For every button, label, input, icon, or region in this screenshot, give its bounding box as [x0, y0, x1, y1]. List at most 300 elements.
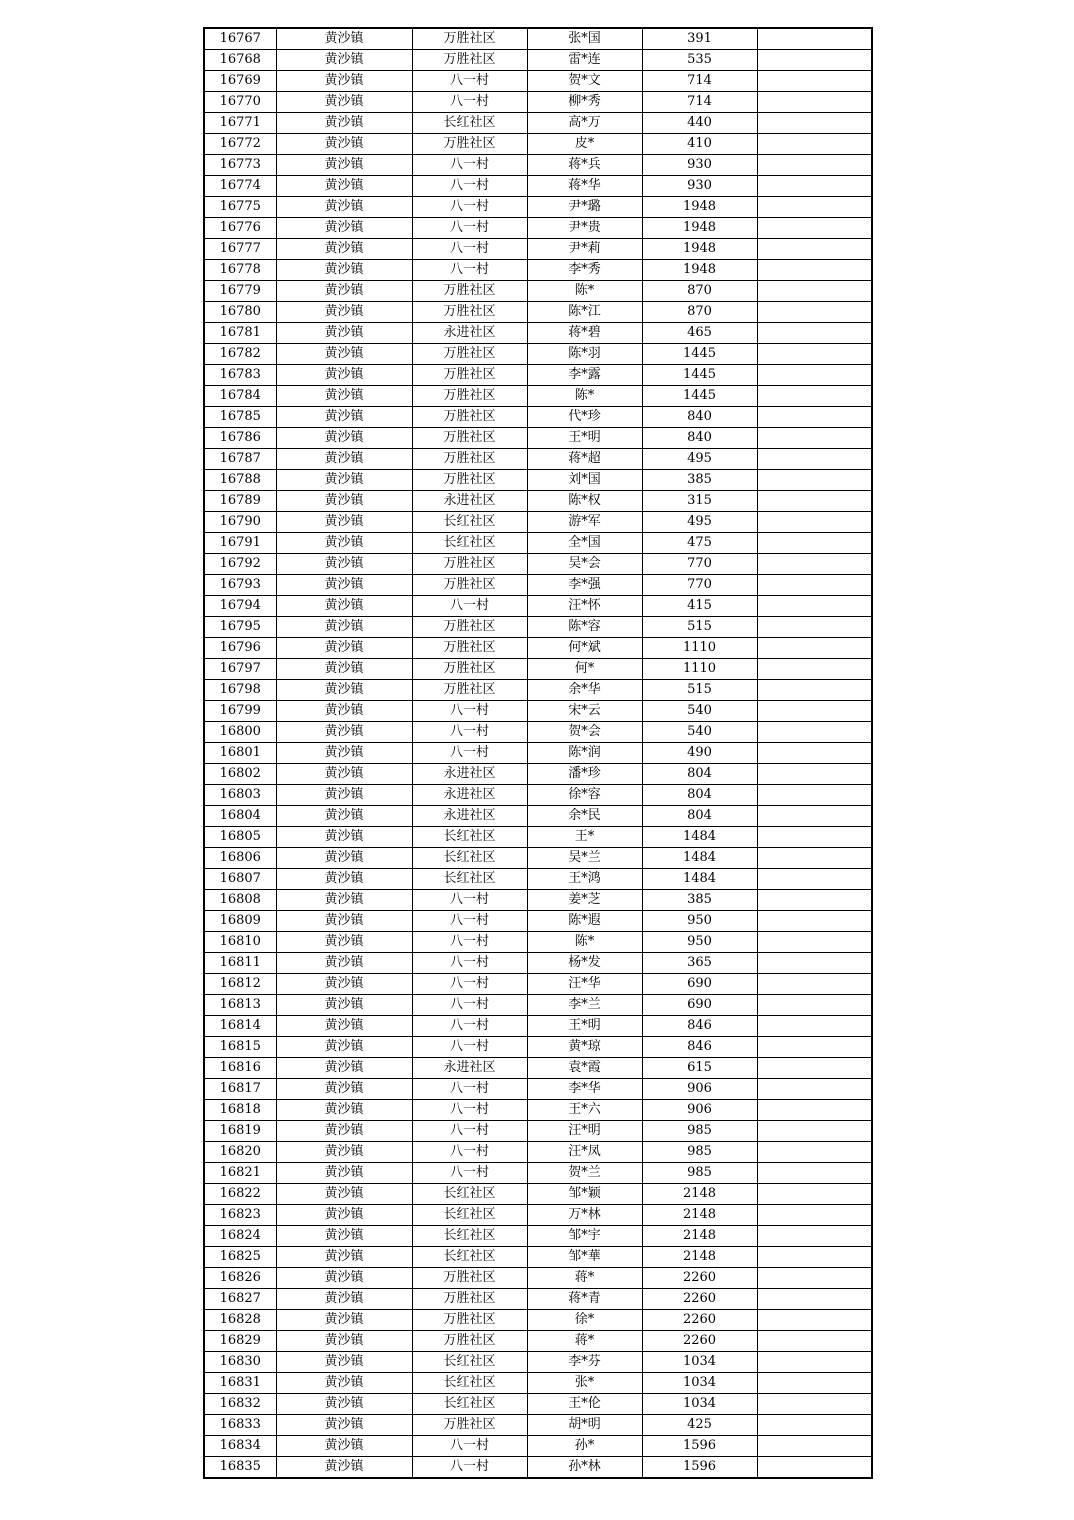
serial-number-cell: 16777	[204, 239, 276, 260]
town-cell: 黄沙镇	[276, 1268, 412, 1289]
remark-cell	[757, 113, 872, 134]
village-cell: 八一村	[412, 1100, 527, 1121]
serial-number-cell: 16785	[204, 407, 276, 428]
amount-cell: 2148	[642, 1247, 757, 1268]
village-cell: 八一村	[412, 176, 527, 197]
amount-cell: 2260	[642, 1310, 757, 1331]
amount-cell: 1034	[642, 1394, 757, 1415]
remark-cell	[757, 596, 872, 617]
amount-cell: 1948	[642, 218, 757, 239]
village-cell: 万胜社区	[412, 1331, 527, 1352]
table-row	[204, 1205, 872, 1226]
village-cell: 长红社区	[412, 1247, 527, 1268]
town-cell: 黄沙镇	[276, 1352, 412, 1373]
village-cell: 八一村	[412, 953, 527, 974]
town-cell: 黄沙镇	[276, 470, 412, 491]
name-cell: 姜*芝	[527, 890, 642, 911]
amount-cell: 840	[642, 407, 757, 428]
serial-number-cell: 16824	[204, 1226, 276, 1247]
town-cell: 黄沙镇	[276, 1163, 412, 1184]
remark-cell	[757, 1268, 872, 1289]
town-cell: 黄沙镇	[276, 1037, 412, 1058]
remark-cell	[757, 1352, 872, 1373]
name-cell: 李*华	[527, 1079, 642, 1100]
name-cell: 贺*兰	[527, 1163, 642, 1184]
remark-cell	[757, 512, 872, 533]
table-row	[204, 1457, 872, 1479]
name-cell: 袁*霞	[527, 1058, 642, 1079]
serial-number-cell: 16769	[204, 71, 276, 92]
village-cell: 八一村	[412, 1016, 527, 1037]
table-row	[204, 1394, 872, 1415]
remark-cell	[757, 344, 872, 365]
table-row	[204, 1163, 872, 1184]
amount-cell: 410	[642, 134, 757, 155]
remark-cell	[757, 428, 872, 449]
serial-number-cell: 16788	[204, 470, 276, 491]
name-cell: 李*露	[527, 365, 642, 386]
table-row	[204, 1436, 872, 1457]
town-cell: 黄沙镇	[276, 638, 412, 659]
amount-cell: 540	[642, 701, 757, 722]
village-cell: 万胜社区	[412, 386, 527, 407]
town-cell: 黄沙镇	[276, 449, 412, 470]
table-row	[204, 428, 872, 449]
table-row	[204, 869, 872, 890]
name-cell: 汪*明	[527, 1121, 642, 1142]
town-cell: 黄沙镇	[276, 995, 412, 1016]
table-row	[204, 365, 872, 386]
village-cell: 八一村	[412, 743, 527, 764]
village-cell: 八一村	[412, 974, 527, 995]
name-cell: 杨*发	[527, 953, 642, 974]
village-cell: 万胜社区	[412, 407, 527, 428]
amount-cell: 465	[642, 323, 757, 344]
table-row	[204, 386, 872, 407]
amount-cell: 985	[642, 1142, 757, 1163]
table-row	[204, 995, 872, 1016]
table-row	[204, 1142, 872, 1163]
remark-cell	[757, 1457, 872, 1479]
name-cell: 尹*莉	[527, 239, 642, 260]
table-row	[204, 1184, 872, 1205]
serial-number-cell: 16781	[204, 323, 276, 344]
name-cell: 陈*容	[527, 617, 642, 638]
village-cell: 万胜社区	[412, 1415, 527, 1436]
amount-cell: 2260	[642, 1268, 757, 1289]
town-cell: 黄沙镇	[276, 764, 412, 785]
name-cell: 万*林	[527, 1205, 642, 1226]
town-cell: 黄沙镇	[276, 50, 412, 71]
village-cell: 永进社区	[412, 1058, 527, 1079]
village-cell: 长红社区	[412, 1184, 527, 1205]
town-cell: 黄沙镇	[276, 92, 412, 113]
table-row	[204, 491, 872, 512]
table-row	[204, 848, 872, 869]
serial-number-cell: 16795	[204, 617, 276, 638]
serial-number-cell: 16803	[204, 785, 276, 806]
remark-cell	[757, 92, 872, 113]
amount-cell: 804	[642, 785, 757, 806]
table-row	[204, 785, 872, 806]
serial-number-cell: 16770	[204, 92, 276, 113]
serial-number-cell: 16786	[204, 428, 276, 449]
name-cell: 王*	[527, 827, 642, 848]
table-row	[204, 218, 872, 239]
amount-cell: 1034	[642, 1373, 757, 1394]
serial-number-cell: 16800	[204, 722, 276, 743]
remark-cell	[757, 1226, 872, 1247]
amount-cell: 490	[642, 743, 757, 764]
village-cell: 永进社区	[412, 806, 527, 827]
town-cell: 黄沙镇	[276, 1373, 412, 1394]
serial-number-cell: 16790	[204, 512, 276, 533]
name-cell: 蒋*	[527, 1331, 642, 1352]
name-cell: 雷*连	[527, 50, 642, 71]
serial-number-cell: 16814	[204, 1016, 276, 1037]
remark-cell	[757, 470, 872, 491]
town-cell: 黄沙镇	[276, 113, 412, 134]
town-cell: 黄沙镇	[276, 218, 412, 239]
roster-table-body	[204, 28, 872, 1478]
name-cell: 余*华	[527, 680, 642, 701]
town-cell: 黄沙镇	[276, 680, 412, 701]
serial-number-cell: 16811	[204, 953, 276, 974]
town-cell: 黄沙镇	[276, 1016, 412, 1037]
amount-cell: 1034	[642, 1352, 757, 1373]
amount-cell: 540	[642, 722, 757, 743]
amount-cell: 425	[642, 1415, 757, 1436]
remark-cell	[757, 197, 872, 218]
name-cell: 陈*	[527, 386, 642, 407]
table-row	[204, 596, 872, 617]
remark-cell	[757, 1310, 872, 1331]
remark-cell	[757, 1247, 872, 1268]
name-cell: 贺*会	[527, 722, 642, 743]
name-cell: 陈*权	[527, 491, 642, 512]
remark-cell	[757, 1331, 872, 1352]
amount-cell: 770	[642, 554, 757, 575]
table-row	[204, 554, 872, 575]
village-cell: 八一村	[412, 911, 527, 932]
village-cell: 八一村	[412, 1436, 527, 1457]
amount-cell: 870	[642, 281, 757, 302]
village-cell: 万胜社区	[412, 428, 527, 449]
town-cell: 黄沙镇	[276, 491, 412, 512]
table-row	[204, 1079, 872, 1100]
amount-cell: 1484	[642, 848, 757, 869]
village-cell: 八一村	[412, 260, 527, 281]
village-cell: 万胜社区	[412, 302, 527, 323]
serial-number-cell: 16767	[204, 28, 276, 50]
remark-cell	[757, 239, 872, 260]
name-cell: 邹*颖	[527, 1184, 642, 1205]
table-row	[204, 155, 872, 176]
remark-cell	[757, 1016, 872, 1037]
town-cell: 黄沙镇	[276, 827, 412, 848]
amount-cell: 690	[642, 974, 757, 995]
town-cell: 黄沙镇	[276, 302, 412, 323]
table-row	[204, 1058, 872, 1079]
table-row	[204, 1352, 872, 1373]
village-cell: 长红社区	[412, 848, 527, 869]
town-cell: 黄沙镇	[276, 722, 412, 743]
name-cell: 蒋*兵	[527, 155, 642, 176]
serial-number-cell: 16794	[204, 596, 276, 617]
table-row	[204, 722, 872, 743]
remark-cell	[757, 1394, 872, 1415]
town-cell: 黄沙镇	[276, 890, 412, 911]
village-cell: 八一村	[412, 155, 527, 176]
village-cell: 万胜社区	[412, 1268, 527, 1289]
amount-cell: 515	[642, 617, 757, 638]
village-cell: 八一村	[412, 932, 527, 953]
amount-cell: 440	[642, 113, 757, 134]
name-cell: 徐*	[527, 1310, 642, 1331]
amount-cell: 515	[642, 680, 757, 701]
table-row	[204, 281, 872, 302]
serial-number-cell: 16791	[204, 533, 276, 554]
town-cell: 黄沙镇	[276, 71, 412, 92]
serial-number-cell: 16774	[204, 176, 276, 197]
village-cell: 长红社区	[412, 827, 527, 848]
amount-cell: 385	[642, 890, 757, 911]
village-cell: 八一村	[412, 1121, 527, 1142]
serial-number-cell: 16832	[204, 1394, 276, 1415]
town-cell: 黄沙镇	[276, 911, 412, 932]
serial-number-cell: 16773	[204, 155, 276, 176]
table-row	[204, 407, 872, 428]
amount-cell: 1596	[642, 1436, 757, 1457]
name-cell: 孙*林	[527, 1457, 642, 1479]
table-row	[204, 974, 872, 995]
table-row	[204, 827, 872, 848]
name-cell: 吴*兰	[527, 848, 642, 869]
name-cell: 游*军	[527, 512, 642, 533]
table-row	[204, 890, 872, 911]
town-cell: 黄沙镇	[276, 1121, 412, 1142]
name-cell: 尹*贵	[527, 218, 642, 239]
amount-cell: 315	[642, 491, 757, 512]
serial-number-cell: 16772	[204, 134, 276, 155]
serial-number-cell: 16828	[204, 1310, 276, 1331]
table-row	[204, 1331, 872, 1352]
village-cell: 八一村	[412, 239, 527, 260]
name-cell: 黄*琼	[527, 1037, 642, 1058]
amount-cell: 475	[642, 533, 757, 554]
table-row	[204, 617, 872, 638]
name-cell: 汪*凤	[527, 1142, 642, 1163]
village-cell: 万胜社区	[412, 344, 527, 365]
remark-cell	[757, 785, 872, 806]
remark-cell	[757, 260, 872, 281]
serial-number-cell: 16813	[204, 995, 276, 1016]
serial-number-cell: 16810	[204, 932, 276, 953]
table-row	[204, 680, 872, 701]
amount-cell: 2148	[642, 1205, 757, 1226]
town-cell: 黄沙镇	[276, 701, 412, 722]
name-cell: 蒋*碧	[527, 323, 642, 344]
remark-cell	[757, 1142, 872, 1163]
village-cell: 长红社区	[412, 1205, 527, 1226]
serial-number-cell: 16823	[204, 1205, 276, 1226]
remark-cell	[757, 281, 872, 302]
serial-number-cell: 16787	[204, 449, 276, 470]
serial-number-cell: 16821	[204, 1163, 276, 1184]
serial-number-cell: 16780	[204, 302, 276, 323]
remark-cell	[757, 869, 872, 890]
village-cell: 永进社区	[412, 764, 527, 785]
town-cell: 黄沙镇	[276, 974, 412, 995]
village-cell: 八一村	[412, 722, 527, 743]
town-cell: 黄沙镇	[276, 743, 412, 764]
town-cell: 黄沙镇	[276, 134, 412, 155]
table-row	[204, 449, 872, 470]
serial-number-cell: 16833	[204, 1415, 276, 1436]
town-cell: 黄沙镇	[276, 197, 412, 218]
village-cell: 长红社区	[412, 113, 527, 134]
table-row	[204, 701, 872, 722]
village-cell: 长红社区	[412, 512, 527, 533]
serial-number-cell: 16807	[204, 869, 276, 890]
village-cell: 永进社区	[412, 323, 527, 344]
town-cell: 黄沙镇	[276, 1079, 412, 1100]
town-cell: 黄沙镇	[276, 1289, 412, 1310]
name-cell: 何*	[527, 659, 642, 680]
name-cell: 王*明	[527, 1016, 642, 1037]
remark-cell	[757, 302, 872, 323]
table-row	[204, 764, 872, 785]
name-cell: 胡*明	[527, 1415, 642, 1436]
serial-number-cell: 16815	[204, 1037, 276, 1058]
roster-table-container	[203, 27, 871, 1479]
amount-cell: 690	[642, 995, 757, 1016]
remark-cell	[757, 806, 872, 827]
serial-number-cell: 16783	[204, 365, 276, 386]
serial-number-cell: 16827	[204, 1289, 276, 1310]
remark-cell	[757, 722, 872, 743]
remark-cell	[757, 491, 872, 512]
remark-cell	[757, 1121, 872, 1142]
remark-cell	[757, 1415, 872, 1436]
table-row	[204, 932, 872, 953]
town-cell: 黄沙镇	[276, 428, 412, 449]
table-row	[204, 1247, 872, 1268]
amount-cell: 950	[642, 932, 757, 953]
name-cell: 汪*怀	[527, 596, 642, 617]
remark-cell	[757, 323, 872, 344]
remark-cell	[757, 176, 872, 197]
name-cell: 皮*	[527, 134, 642, 155]
table-row	[204, 134, 872, 155]
table-row	[204, 512, 872, 533]
table-row	[204, 743, 872, 764]
name-cell: 高*万	[527, 113, 642, 134]
amount-cell: 1948	[642, 260, 757, 281]
serial-number-cell: 16798	[204, 680, 276, 701]
name-cell: 李*兰	[527, 995, 642, 1016]
amount-cell: 535	[642, 50, 757, 71]
village-cell: 万胜社区	[412, 50, 527, 71]
amount-cell: 906	[642, 1079, 757, 1100]
table-row	[204, 323, 872, 344]
village-cell: 万胜社区	[412, 680, 527, 701]
remark-cell	[757, 995, 872, 1016]
serial-number-cell: 16801	[204, 743, 276, 764]
table-row	[204, 92, 872, 113]
town-cell: 黄沙镇	[276, 155, 412, 176]
remark-cell	[757, 932, 872, 953]
table-row	[204, 1121, 872, 1142]
serial-number-cell: 16799	[204, 701, 276, 722]
village-cell: 长红社区	[412, 1352, 527, 1373]
table-row	[204, 1268, 872, 1289]
town-cell: 黄沙镇	[276, 344, 412, 365]
name-cell: 何*斌	[527, 638, 642, 659]
amount-cell: 930	[642, 176, 757, 197]
village-cell: 万胜社区	[412, 281, 527, 302]
name-cell: 张*国	[527, 28, 642, 50]
town-cell: 黄沙镇	[276, 659, 412, 680]
remark-cell	[757, 1079, 872, 1100]
name-cell: 陈*	[527, 281, 642, 302]
name-cell: 陈*羽	[527, 344, 642, 365]
name-cell: 蒋*华	[527, 176, 642, 197]
town-cell: 黄沙镇	[276, 1331, 412, 1352]
amount-cell: 2148	[642, 1184, 757, 1205]
name-cell: 邹*宇	[527, 1226, 642, 1247]
serial-number-cell: 16831	[204, 1373, 276, 1394]
table-row	[204, 197, 872, 218]
name-cell: 张*	[527, 1373, 642, 1394]
town-cell: 黄沙镇	[276, 239, 412, 260]
amount-cell: 804	[642, 764, 757, 785]
table-row	[204, 302, 872, 323]
name-cell: 邹*華	[527, 1247, 642, 1268]
remark-cell	[757, 680, 872, 701]
remark-cell	[757, 890, 872, 911]
serial-number-cell: 16775	[204, 197, 276, 218]
remark-cell	[757, 743, 872, 764]
town-cell: 黄沙镇	[276, 323, 412, 344]
amount-cell: 2260	[642, 1289, 757, 1310]
remark-cell	[757, 701, 872, 722]
village-cell: 八一村	[412, 218, 527, 239]
village-cell: 永进社区	[412, 785, 527, 806]
table-row	[204, 953, 872, 974]
village-cell: 万胜社区	[412, 638, 527, 659]
village-cell: 万胜社区	[412, 134, 527, 155]
name-cell: 王*鸿	[527, 869, 642, 890]
amount-cell: 840	[642, 428, 757, 449]
village-cell: 八一村	[412, 596, 527, 617]
table-row	[204, 1037, 872, 1058]
remark-cell	[757, 386, 872, 407]
table-row	[204, 1289, 872, 1310]
town-cell: 黄沙镇	[276, 533, 412, 554]
village-cell: 八一村	[412, 197, 527, 218]
remark-cell	[757, 617, 872, 638]
amount-cell: 1596	[642, 1457, 757, 1479]
table-row	[204, 50, 872, 71]
town-cell: 黄沙镇	[276, 1436, 412, 1457]
amount-cell: 846	[642, 1016, 757, 1037]
town-cell: 黄沙镇	[276, 575, 412, 596]
serial-number-cell: 16826	[204, 1268, 276, 1289]
town-cell: 黄沙镇	[276, 554, 412, 575]
name-cell: 柳*秀	[527, 92, 642, 113]
town-cell: 黄沙镇	[276, 1205, 412, 1226]
